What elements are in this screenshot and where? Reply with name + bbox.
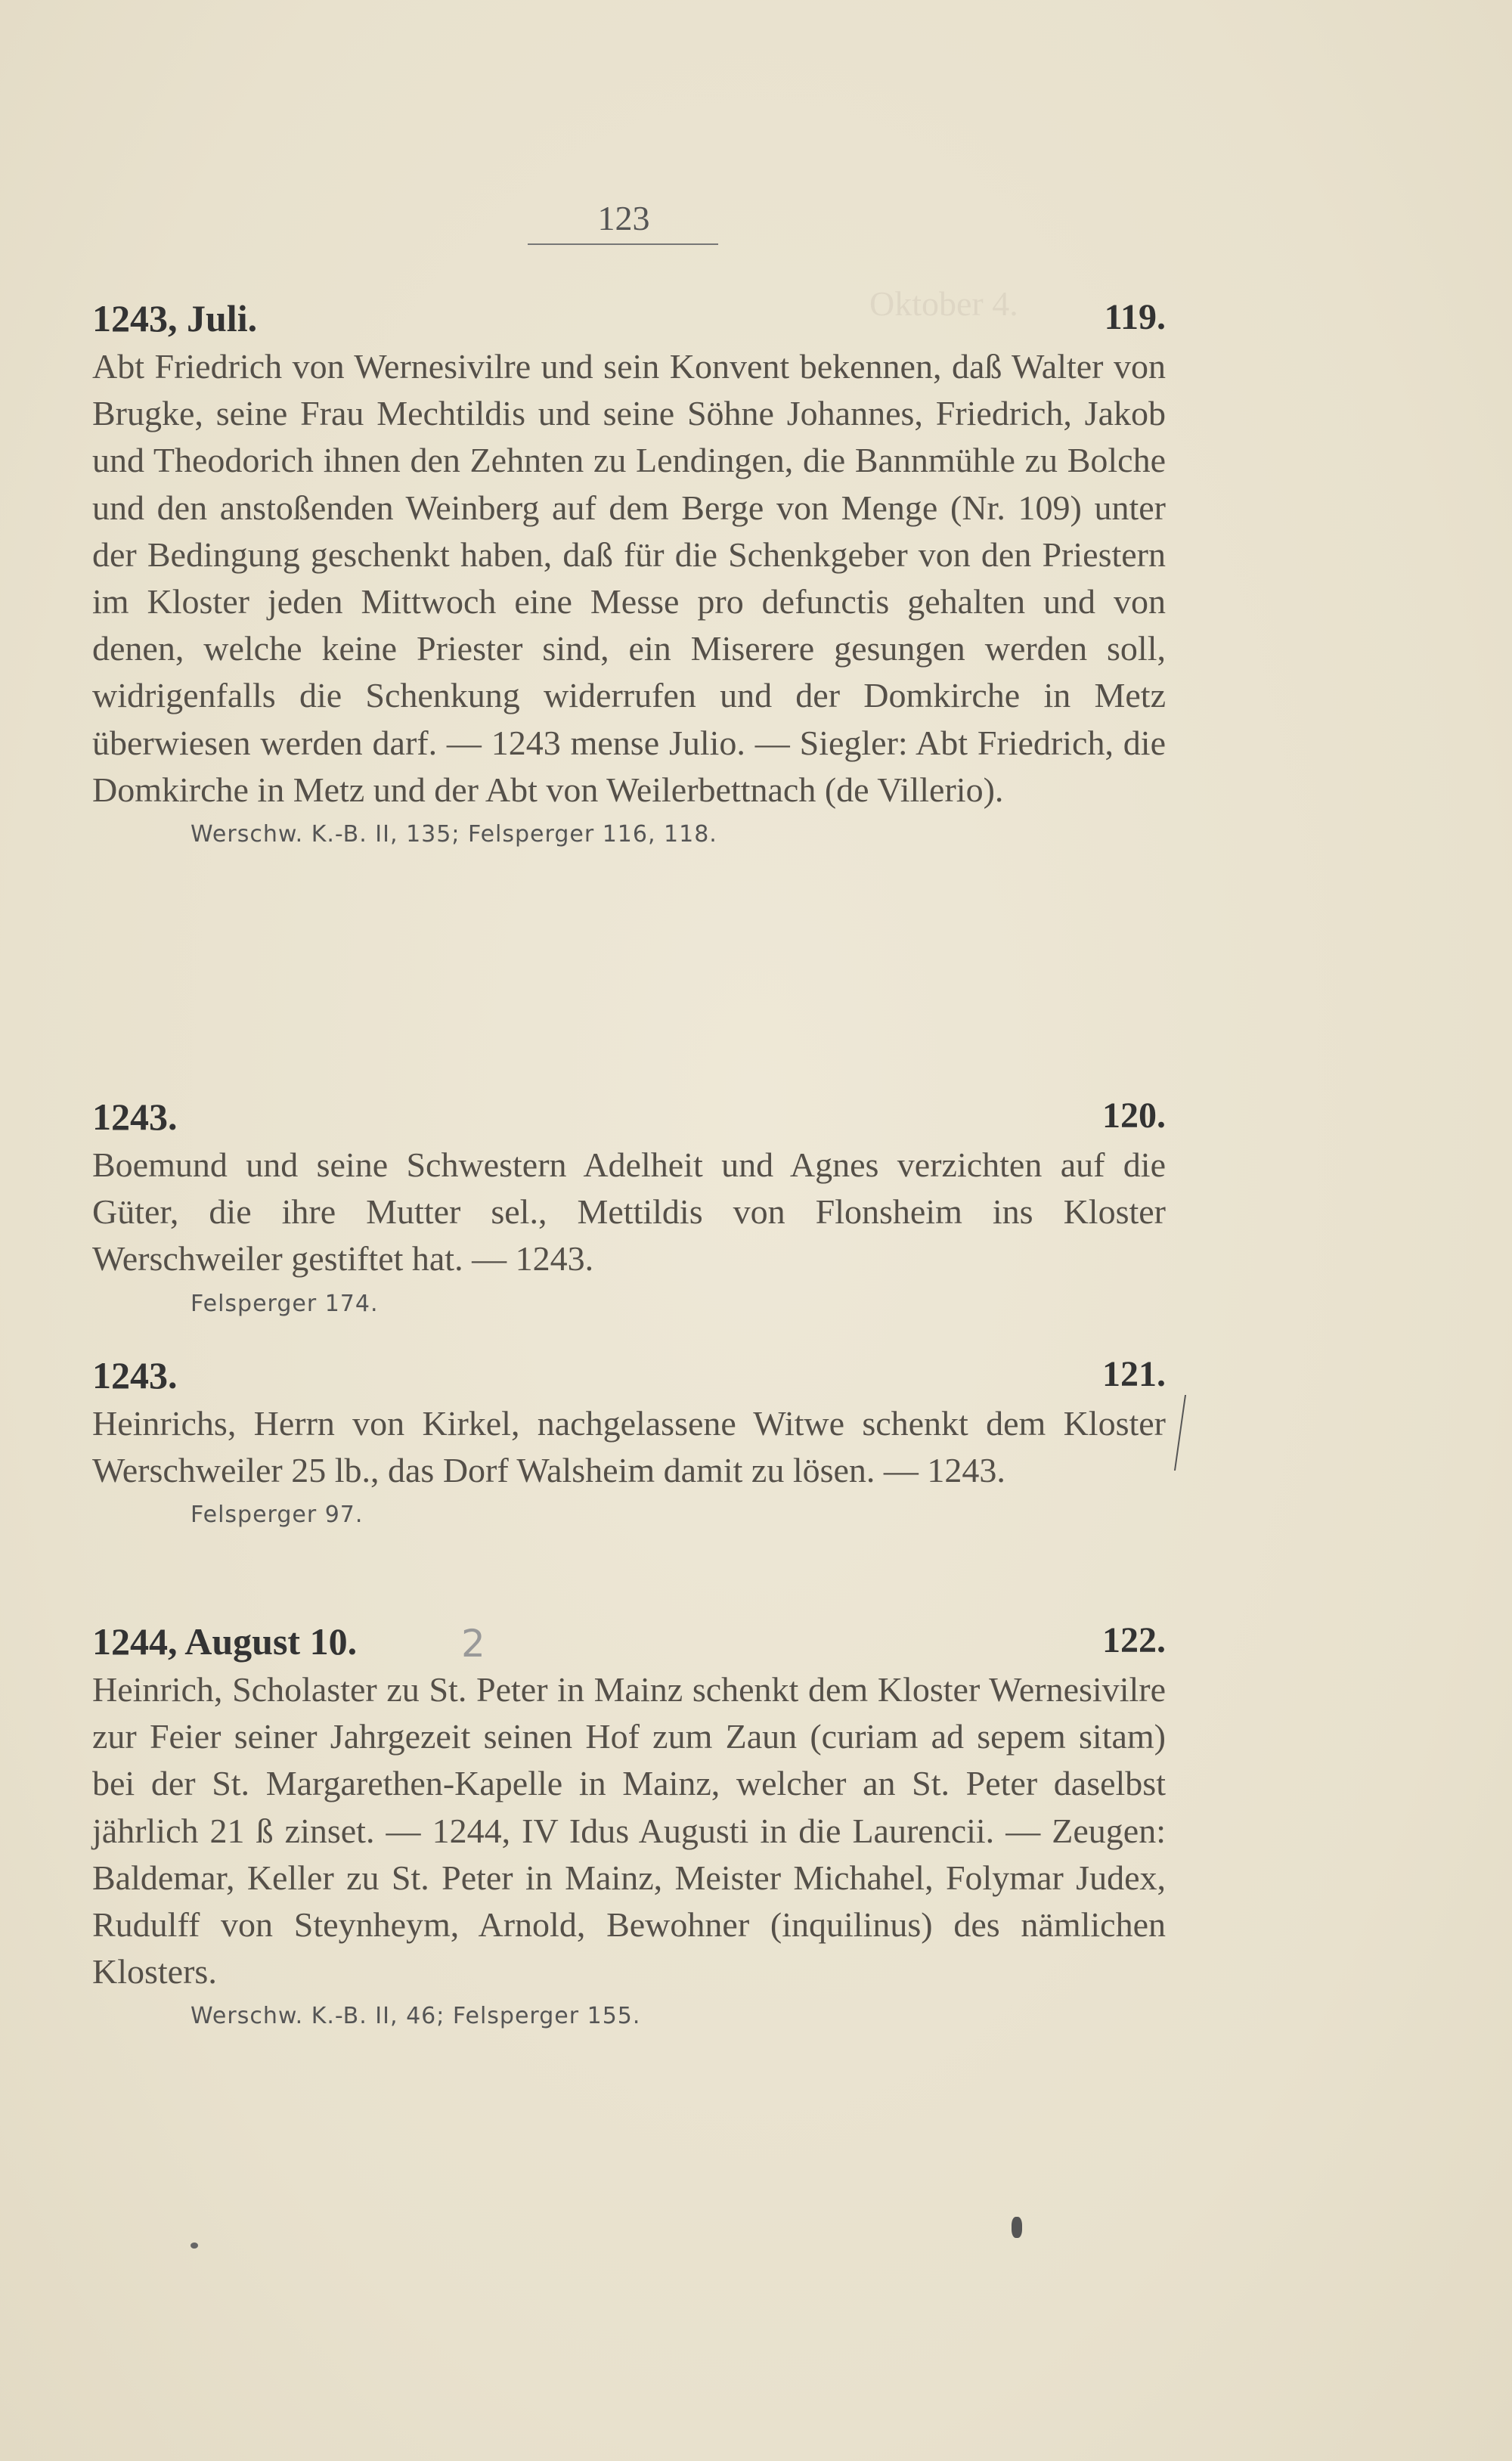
entry-number: 122. — [1102, 1620, 1166, 1660]
ink-speck — [1012, 2217, 1022, 2238]
entry-122 — [92, 1619, 1166, 2029]
entry-date: 1243. — [92, 1096, 178, 1138]
entry-number: 121. — [1102, 1354, 1166, 1394]
entry-heading — [92, 1353, 1166, 1400]
entry-date: 1243, Juli. — [92, 297, 258, 339]
entry-source: Werschw. K.-B. II, 135; Felsperger 116, 118. — [191, 821, 717, 848]
entry-source: Felsperger 97. — [191, 1502, 364, 1529]
entry-text: Heinrich, Scholaster zu St. Peter in Mainz schenkt dem Kloster Wernesivilre zur Feier seiner Jahrgezeit seinen Hof zum Zaun (curiam ad sepem sitam) bei der St. Margarethen-Kapelle in Mainz, welcher an St. Peter daselbst jährlich 21 ß zinset. — 1244, IV Idus Augusti in die Laurencii. — Zeugen: Baldemar, Keller zu St. Peter in Mainz, Meister Michahel, Folymar Judex, Rudulff von Steynheym, Arnold, Bewohner (inquilinus) des nämlichen Klosters. — [92, 1670, 1166, 1991]
entry-120 — [92, 1095, 1166, 1317]
entry-text: Boemund und seine Schwestern Adelheit und Agnes verzichten auf die Güter, die ihre Mutter sel., Mettildis von Flonsheim ins Kloster Werschweiler gestiftet hat. — 1243. — [92, 1145, 1166, 1279]
entry-heading — [92, 296, 1166, 343]
entry-text: Abt Friedrich von Wernesivilre und sein Konvent bekennen, daß Walter von Brugke, seine Frau Mechtildis und seine Söhne Johannes, Friedrich, Jakob und Theodorich ihnen den Zehnten zu Lendingen, die Bannmühle zu Bolche und den anstoßenden Weinberg auf dem Berge von Menge (Nr. 109) unter der Bedingung geschenkt haben, daß für die Schenkgeber von den Priestern im Kloster jeden Mittwoch eine Messe pro defunctis gehalten und von denen, welche keine Priester sind, ein Miserere gesungen werden soll, widrigenfalls die Schenkung widerrufen und der Domkirche in Metz überwiesen werden darf. — 1243 mense Julio. — Siegler: Abt Friedrich, die Domkirche in Metz und der Abt von Weilerbettnach (de Villerio). — [92, 347, 1166, 809]
bleed-through-text: Oktober 4. — [869, 284, 1018, 323]
entry-heading — [92, 1619, 1166, 1666]
entry-text: Heinrichs, Herrn von Kirkel, nachgelassene Witwe schenkt dem Kloster Werschweiler 25 lb., das Dorf Walsheim damit zu lösen. — 1243. — [92, 1404, 1166, 1490]
entry-date: 1244, August 10. — [92, 1620, 358, 1663]
entry-date: 1243. — [92, 1354, 178, 1396]
entry-number: 119. — [1104, 297, 1166, 337]
entry-121 — [92, 1353, 1166, 1528]
entry-number: 120. — [1102, 1096, 1166, 1136]
margin-mark — [1174, 1395, 1197, 1471]
entry-source: Felsperger 174. — [191, 1290, 379, 1317]
pencil-annotation: 2 — [461, 1622, 485, 1666]
entry-heading — [92, 1095, 1166, 1142]
page-number: 123 — [597, 199, 650, 237]
ink-speck — [191, 2242, 198, 2249]
entry-119 — [92, 296, 1166, 848]
page-number-rule — [528, 243, 718, 245]
entry-source: Werschw. K.-B. II, 46; Felsperger 155. — [191, 2003, 641, 2030]
